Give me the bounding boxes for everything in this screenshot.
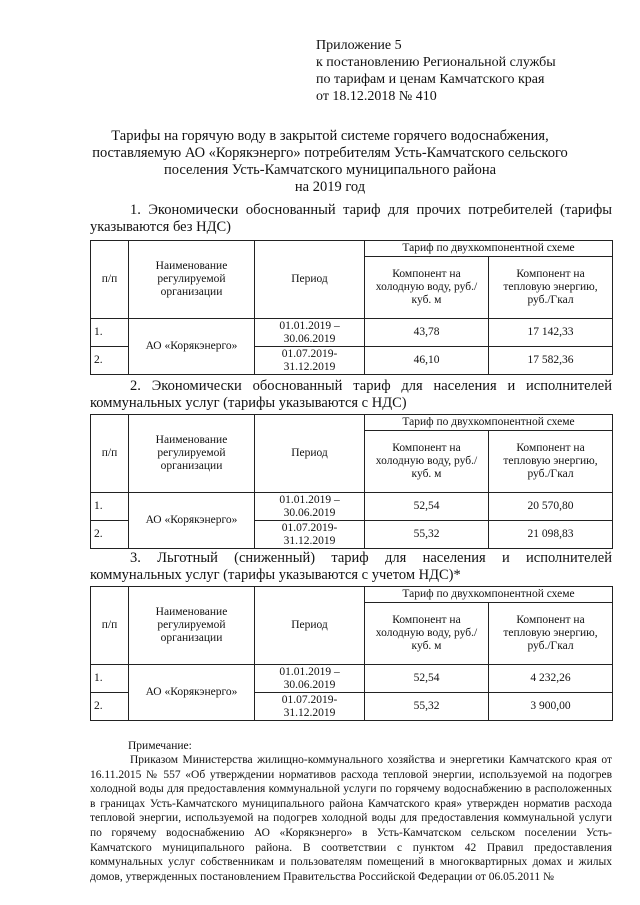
table-row: [91, 493, 613, 521]
row-heat: 3 900,00: [489, 693, 613, 721]
tariff-table-1: [90, 240, 613, 375]
section-heading-1: 1. Экономически обоснованный тариф для прочих потребителей (тарифы указываются без НДС): [90, 202, 612, 235]
row-cold: 43,78: [365, 319, 489, 347]
row-heat: 20 570,80: [489, 493, 613, 521]
header-cold: Компонент на холодную воду, руб./куб. м: [365, 603, 489, 665]
row-num: 1.: [91, 665, 129, 693]
row-cold: 46,10: [365, 347, 489, 375]
row-period: 01.07.2019- 31.12.2019: [255, 521, 365, 549]
header-org: Наименование регулируемой организации: [129, 241, 255, 319]
header-num: п/п: [91, 241, 129, 319]
row-period: 01.01.2019 – 30.06.2019: [255, 665, 365, 693]
header-period: Период: [255, 415, 365, 493]
row-period: 01.01.2019 – 30.06.2019: [255, 319, 365, 347]
title-line: поселения Усть-Камчатского муниципального района: [163, 162, 497, 178]
row-num: 1.: [91, 319, 129, 347]
header-cold: Компонент на холодную воду, руб./куб. м: [365, 257, 489, 319]
header-period: Период: [255, 587, 365, 665]
row-num: 1.: [91, 493, 129, 521]
note-heading: Примечание:: [128, 740, 192, 752]
org-name: АО «Корякэнерго»: [129, 493, 255, 549]
document-title: [70, 128, 590, 196]
annex-line: от 18.12.2018 № 410: [316, 89, 437, 104]
table-row: [91, 319, 613, 347]
tariff-table-2: [90, 414, 613, 549]
title-line: поставляемую АО «Корякэнерго» потребителям Усть-Камчатского сельского: [92, 145, 568, 161]
section-heading-2: 2. Экономически обоснованный тариф для населения и исполнителей коммунальных услуг (тарифы указываются с НДС): [90, 378, 612, 411]
header-scheme: Тариф по двухкомпонентной схеме: [365, 415, 613, 431]
annex-block: [316, 37, 556, 105]
title-line: на 2019 год: [294, 179, 366, 195]
header-num: п/п: [91, 415, 129, 493]
note-text: Приказом Министерства жилищно-коммунального хозяйства и энергетики Камчатского края от 16.11.2015 № 557 «Об утверждении нормативов расхода тепловой энергии, используемой на подогрев холодной воды для предоставления коммунальной услуги по горячему водоснабжению в расположенных в границах Усть-Камчатского муниципального района Камчатского края» утвержден норматив расхода тепловой энергии, используемой на подогрев холодной воды для предоставления коммунальной услуги по горячему водоснабжению АО «Корякэнерго» в Усть-Камчатском сельском поселении Усть-Камчатского муниципального района. В соответствии с пунктом 42 Правил предоставления коммунальных услуг собственникам и пользователям помещений в многоквартирных домах и жилых домов, утвержденных постановлением Правительства Российской Федерации от 06.05.2011 №: [90, 754, 612, 883]
row-period: 01.07.2019- 31.12.2019: [255, 347, 365, 375]
header-heat: Компонент на тепловую энергию, руб./Гкал: [489, 603, 613, 665]
header-scheme: Тариф по двухкомпонентной схеме: [365, 587, 613, 603]
row-cold: 52,54: [365, 493, 489, 521]
row-cold: 55,32: [365, 521, 489, 549]
header-heat: Компонент на тепловую энергию, руб./Гкал: [489, 431, 613, 493]
header-period: Период: [255, 241, 365, 319]
row-heat: 17 582,36: [489, 347, 613, 375]
annex-line: по тарифам и ценам Камчатского края: [316, 72, 545, 87]
row-num: 2.: [91, 347, 129, 375]
org-name: АО «Корякэнерго»: [129, 319, 255, 375]
header-org: Наименование регулируемой организации: [129, 587, 255, 665]
annex-line: Приложение 5: [316, 38, 402, 53]
row-heat: 4 232,26: [489, 665, 613, 693]
section-heading-3: 3. Льготный (сниженный) тариф для населения и исполнителей коммунальных услуг (тарифы указываются с учетом НДС)*: [90, 550, 612, 583]
header-heat: Компонент на тепловую энергию, руб./Гкал: [489, 257, 613, 319]
header-num: п/п: [91, 587, 129, 665]
row-period: 01.01.2019 – 30.06.2019: [255, 493, 365, 521]
header-cold: Компонент на холодную воду, руб./куб. м: [365, 431, 489, 493]
tariff-table-3: [90, 586, 613, 721]
row-cold: 55,32: [365, 693, 489, 721]
header-scheme: Тариф по двухкомпонентной схеме: [365, 241, 613, 257]
row-period: 01.07.2019- 31.12.2019: [255, 693, 365, 721]
row-heat: 21 098,83: [489, 521, 613, 549]
row-num: 2.: [91, 521, 129, 549]
org-name: АО «Корякэнерго»: [129, 665, 255, 721]
title-line: Тарифы на горячую воду в закрытой системе горячего водоснабжения,: [111, 128, 549, 144]
annex-line: к постановлению Региональной службы: [316, 55, 556, 70]
table-row: [91, 665, 613, 693]
row-cold: 52,54: [365, 665, 489, 693]
row-num: 2.: [91, 693, 129, 721]
row-heat: 17 142,33: [489, 319, 613, 347]
header-org: Наименование регулируемой организации: [129, 415, 255, 493]
